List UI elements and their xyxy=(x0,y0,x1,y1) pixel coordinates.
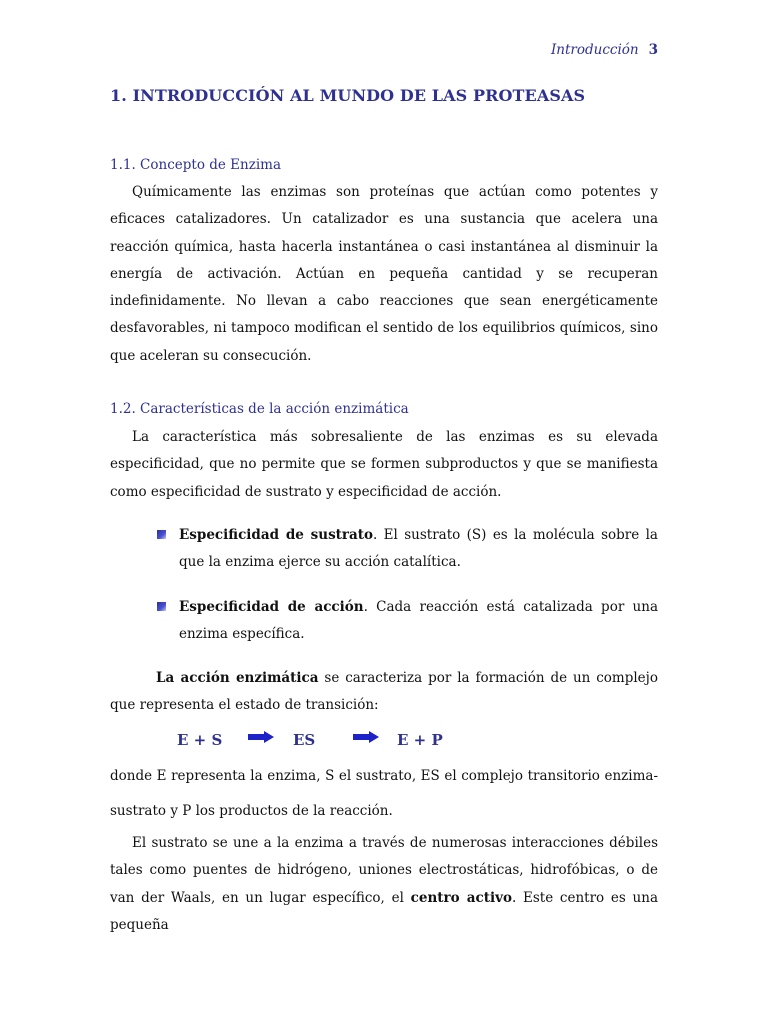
paragraph-definitions: donde E representa la enzima, S el sustrato, ES el complejo transitorio enzima-sustrato y P los productos de la reacción. xyxy=(110,768,658,819)
bullet-description: . El sustrato (S) es la molécula sobre la que la enzima ejerce su acción catalítica. xyxy=(179,527,658,571)
reaction-equation xyxy=(177,731,477,755)
paragraph-enzyme-concept: Químicamente las enzimas son proteínas que actúan como potentes y eficaces catalizadores. Un catalizador es una sustancia que acelera una reacción química, hasta hacerla instantánea o casi instantánea al disminuir la energía de activación. Actúan en pequeña cantidad y se recuperan indefinidamente. No llevan a cabo reacciones que sean energéticamente desfavorables, ni tampoco modifican el sentido de los equilibrios químicos, sino que aceleran su consecución. xyxy=(110,184,658,364)
running-header xyxy=(551,42,658,58)
right-arrow-icon xyxy=(353,731,379,743)
complex-description: se caracteriza por la formación de un complejo que representa el estado de transición: xyxy=(110,670,658,714)
section-title-1-1: 1.1. Concepto de Enzima xyxy=(110,157,281,173)
bullet-term: Especificidad de sustrato xyxy=(179,527,374,543)
active-site-text-before: El sustrato se une a la enzima a través de numerosas interacciones débiles tales como puentes de hidrógeno, uniones electrostáticas, hidrofóbicas, o de van der Waals, en un lugar específico, el xyxy=(110,835,658,906)
section-title-1-2: 1.2. Características de la acción enzimática xyxy=(110,401,409,417)
right-arrow-icon xyxy=(248,731,274,743)
equation-products: E + P xyxy=(397,731,443,749)
page-number: 3 xyxy=(648,42,658,58)
paragraph-enzyme-complex xyxy=(110,665,658,720)
bullet-substrate-specificity xyxy=(157,522,658,577)
term-enzymatic-action: La acción enzimática xyxy=(156,670,319,686)
chapter-title xyxy=(110,86,670,105)
bullet-description: . Cada reacción está catalizada por una enzima específica. xyxy=(179,599,658,643)
term-active-site: centro activo xyxy=(410,889,512,906)
bullet-term: Especificidad de acción xyxy=(179,599,364,615)
paragraph-specificity: La característica más sobresaliente de las enzimas es su elevada especificidad, que no permite que se formen subproductos y que se manifiesta como especificidad de sustrato y especificidad de acción. xyxy=(110,429,658,500)
equation-complex: ES xyxy=(293,731,316,749)
bullet-text xyxy=(179,594,658,649)
equation-reactants: E + S xyxy=(177,731,223,749)
bullet-action-specificity xyxy=(157,594,658,649)
paragraph-active-site xyxy=(110,830,658,939)
header-section-name: Introducción xyxy=(550,42,639,58)
active-site-text-after: . Este centro es una pequeña xyxy=(110,889,658,933)
bullet-text xyxy=(179,522,658,577)
chapter-title-text: INTRODUCCIÓN AL MUNDO DE LAS PROTEASAS xyxy=(132,86,586,105)
bullet-square-icon xyxy=(157,602,166,611)
bullet-square-icon xyxy=(157,530,166,539)
chapter-number: 1. xyxy=(110,86,127,105)
